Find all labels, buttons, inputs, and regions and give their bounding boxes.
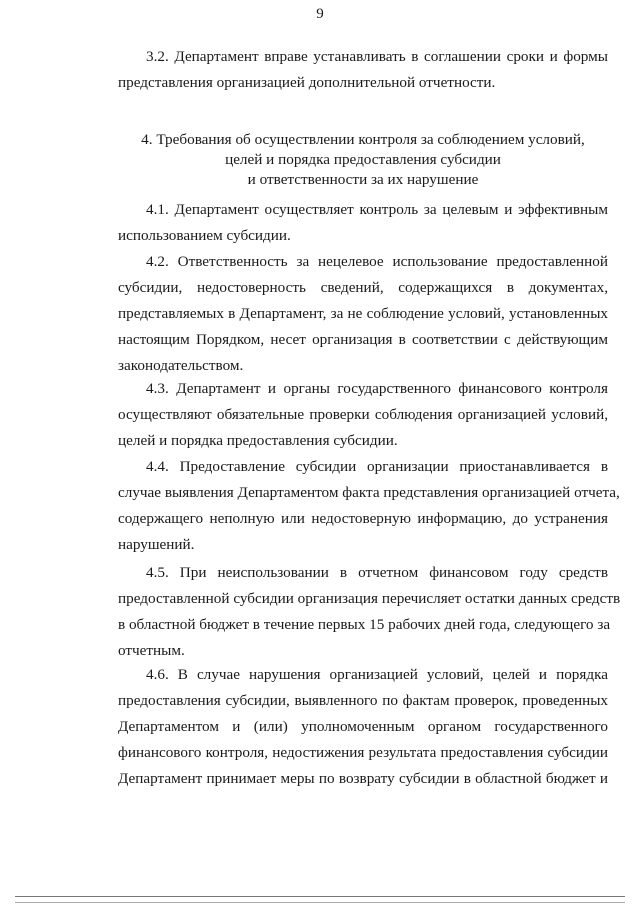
- scan-edge-line: [15, 902, 625, 903]
- text-line: 4.4. Предоставление субсидии организации приостанавливается в: [146, 458, 608, 475]
- text-line: 4.5. При неиспользовании в отчетном финансовом году средств: [146, 564, 608, 581]
- paragraph-4-1: [118, 197, 608, 249]
- text-line: представления организацией дополнительной отчетности.: [118, 74, 496, 91]
- text-line: законодательством.: [118, 357, 244, 374]
- text-line: 3.2. Департамент вправе устанавливать в соглашении сроки и формы: [146, 48, 608, 65]
- text-line: 4.2. Ответственность за нецелевое использование предоставленной: [146, 253, 608, 270]
- heading-line: целей и порядка предоставления субсидии: [225, 151, 501, 168]
- paragraph-4-2: [118, 249, 608, 379]
- text-line: нарушений.: [118, 536, 195, 553]
- text-line: целей и порядка предоставления субсидии.: [118, 432, 398, 449]
- heading-line: и ответственности за их нарушение: [247, 171, 479, 188]
- text-line: предоставленной субсидии организация перечисляет остатки данных средств: [118, 590, 621, 607]
- text-line: отчетным.: [118, 642, 185, 659]
- text-line: субсидии, недостоверность сведений, содержащихся в документах,: [118, 279, 608, 296]
- text-line: 4.6. В случае нарушения организацией условий, целей и порядка: [146, 666, 608, 683]
- section-heading: [118, 130, 608, 190]
- text-line: предоставления субсидии, выявленного по фактам проверок, проведенных: [118, 692, 608, 709]
- scan-edge-line: [15, 896, 625, 897]
- text-line: в областной бюджет в течение первых 15 рабочих дней года, следующего за: [118, 616, 611, 633]
- text-line: содержащего неполную или недостоверную информацию, до устранения: [118, 510, 608, 527]
- paragraph-4-3: [118, 376, 608, 454]
- text-line: 4.1. Департамент осуществляет контроль за целевым и эффективным: [146, 201, 608, 218]
- text-line: представляемых в Департамент, за не соблюдение условий, установленных: [118, 305, 608, 322]
- text-line: Департаментом и (или) уполномоченным органом государственного: [118, 718, 608, 735]
- heading-line: 4. Требования об осуществлении контроля за соблюдением условий,: [141, 131, 585, 148]
- text-line: использованием субсидии.: [118, 227, 291, 244]
- text-line: 4.3. Департамент и органы государственного финансового контроля: [146, 380, 608, 397]
- paragraph-4-4: [118, 454, 620, 558]
- text-line: Департамент принимает меры по возврату субсидии в областной бюджет и: [118, 770, 608, 787]
- text-line: осуществляют обязательные проверки соблюдения организацией условий,: [118, 406, 608, 423]
- paragraph-4-5: [118, 560, 621, 664]
- text-line: настоящим Порядком, несет организация в соответствии с действующим: [118, 331, 608, 348]
- text-line: финансового контроля, недостижения результата предоставления субсидии: [118, 744, 608, 761]
- page-number: 9: [316, 6, 324, 22]
- text-line: случае выявления Департаментом факта представления организацией отчета,: [118, 484, 620, 501]
- paragraph-3-2: [118, 44, 608, 96]
- paragraph-4-6: [118, 662, 608, 792]
